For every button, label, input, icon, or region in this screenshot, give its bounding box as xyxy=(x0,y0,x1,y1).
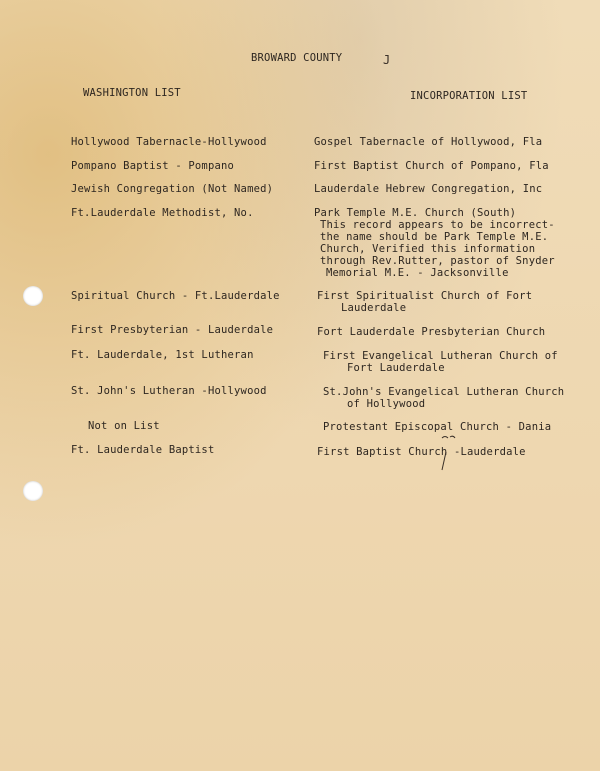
ink-annotation-icon xyxy=(436,434,460,474)
right-entry-note: through Rev.Rutter, pastor of Snyder xyxy=(320,255,555,267)
not-on-list-label: Not on List xyxy=(88,420,160,432)
right-entry: Park Temple M.E. Church (South) xyxy=(314,207,517,219)
right-entry: Lauderdale Hebrew Congregation, Inc xyxy=(314,183,543,195)
right-entry: St.John's Evangelical Lutheran Church xyxy=(323,386,565,398)
left-column-header: WASHINGTON LIST xyxy=(83,87,181,99)
right-entry: First Baptist Church -Lauderdale xyxy=(317,446,526,458)
left-entry: St. John's Lutheran -Hollywood xyxy=(71,385,267,397)
right-entry-cont: of Hollywood xyxy=(347,398,426,410)
right-entry-note: Memorial M.E. - Jacksonville xyxy=(326,267,509,279)
left-entry: Jewish Congregation (Not Named) xyxy=(71,183,274,195)
left-entry: Hollywood Tabernacle-Hollywood xyxy=(71,136,267,148)
right-column-header: INCORPORATION LIST xyxy=(410,90,528,102)
right-entry: First Baptist Church of Pompano, Fla xyxy=(314,160,549,172)
right-entry: First Evangelical Lutheran Church of xyxy=(323,350,558,362)
page-title: BROWARD COUNTY xyxy=(251,52,343,64)
right-entry-cont: Lauderdale xyxy=(341,302,407,314)
right-entry-cont: Fort Lauderdale xyxy=(347,362,445,374)
handwritten-mark: J xyxy=(383,53,391,67)
right-entry: First Spiritualist Church of Fort xyxy=(317,290,533,302)
right-entry: Protestant Episcopal Church - Dania xyxy=(323,421,552,433)
left-entry: First Presbyterian - Lauderdale xyxy=(71,324,274,336)
left-entry: Ft. Lauderdale Baptist xyxy=(71,444,215,456)
right-entry-note: This record appears to be incorrect- xyxy=(320,219,555,231)
left-entry: Spiritual Church - Ft.Lauderdale xyxy=(71,290,280,302)
left-entry: Ft.Lauderdale Methodist, No. xyxy=(71,207,254,219)
left-entry: Ft. Lauderdale, 1st Lutheran xyxy=(71,349,254,361)
right-entry-note: Church, Verified this information xyxy=(320,243,536,255)
punch-hole-bottom xyxy=(23,481,43,501)
punch-hole-top xyxy=(23,286,43,306)
right-entry: Fort Lauderdale Presbyterian Church xyxy=(317,326,546,338)
right-entry-note: the name should be Park Temple M.E. xyxy=(320,231,549,243)
left-entry: Pompano Baptist - Pompano xyxy=(71,160,235,172)
right-entry: Gospel Tabernacle of Hollywood, Fla xyxy=(314,136,543,148)
